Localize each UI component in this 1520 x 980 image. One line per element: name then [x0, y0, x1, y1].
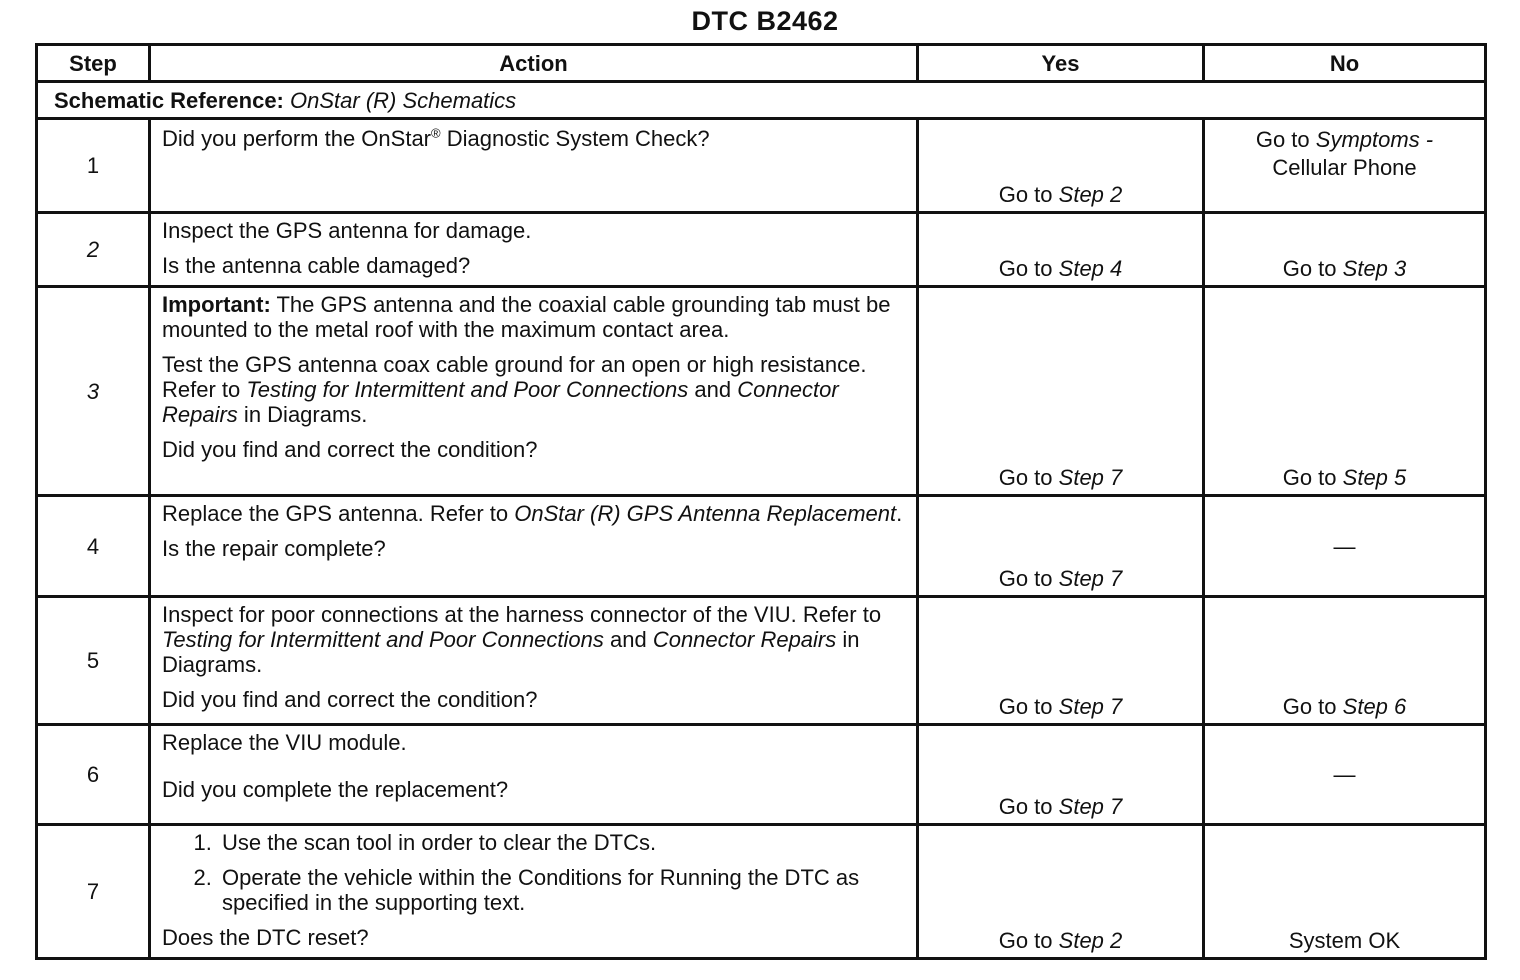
dtc-table — [35, 43, 1487, 960]
step-number: 3 — [37, 287, 150, 496]
step-number: 1 — [37, 119, 150, 213]
yes-step-link[interactable]: Step 7 — [1058, 694, 1123, 719]
header-step: Step — [37, 45, 150, 82]
yes-step-link[interactable]: Step 7 — [1058, 465, 1123, 490]
step-action: Did you perform the OnStar® Diagnostic System Check? — [150, 119, 918, 213]
schematic-reference — [37, 82, 1486, 119]
gps-antenna-replacement-link[interactable]: OnStar (R) GPS Antenna Replacement — [514, 501, 897, 526]
no-step-link[interactable]: Symptoms - — [1315, 127, 1434, 152]
schematic-label: Schematic Reference: — [54, 87, 284, 113]
step-number: 6 — [37, 725, 150, 825]
table-row — [37, 496, 1486, 597]
table-row — [37, 119, 1486, 213]
no-step-link[interactable]: Step 3 — [1342, 256, 1407, 281]
yes-step-link[interactable]: Step 4 — [1058, 256, 1123, 281]
step-action: Replace the GPS antenna. Refer to OnStar (R) GPS Antenna Replacement. Is the repair complete? — [150, 496, 918, 597]
dash: — — [1333, 762, 1356, 787]
yes-result: Go to Step 4 — [918, 213, 1204, 287]
dash: — — [1333, 533, 1356, 559]
no-result: System OK — [1204, 825, 1486, 959]
table-row — [37, 597, 1486, 725]
header-row — [37, 45, 1486, 82]
testing-link[interactable]: Testing for Intermittent and Poor Connections — [162, 627, 604, 652]
connector-repairs-link[interactable]: Connector Repairs — [162, 377, 839, 427]
header-action: Action — [150, 45, 918, 82]
no-result — [1204, 496, 1486, 597]
yes-result: Go to Step 7 — [918, 725, 1204, 825]
no-step-link[interactable]: Step 6 — [1342, 694, 1407, 719]
step-action: Inspect for poor connections at the harness connector of the VIU. Refer to Testing for Intermittent and Poor Connections and Connector Repairs in Diagrams. Did you find and correct the condition? — [150, 597, 918, 725]
yes-result: Go to Step 7 — [918, 597, 1204, 725]
no-result: Go to Symptoms - Cellular Phone — [1204, 119, 1486, 213]
yes-step-link[interactable]: Step 2 — [1058, 182, 1123, 207]
step-number: 2 — [37, 213, 150, 287]
yes-result: Go to Step 7 — [918, 287, 1204, 496]
step-action: 1. Use the scan tool in order to clear the DTCs. 2. Operate the vehicle within the Conditions for Running the DTC as specified in the supporting text. Does the DTC reset? — [150, 825, 918, 959]
no-result: Go to Step 6 — [1204, 597, 1486, 725]
table-row — [37, 287, 1486, 496]
no-result — [1204, 725, 1486, 825]
header-no: No — [1204, 45, 1486, 82]
table-row — [37, 213, 1486, 287]
no-result: Go to Step 5 — [1204, 287, 1486, 496]
document-title: DTC B2462 — [691, 6, 839, 36]
yes-result: Go to Step 7 — [918, 496, 1204, 597]
step-number: 4 — [37, 496, 150, 597]
step-action: Inspect the GPS antenna for damage. Is the antenna cable damaged? — [150, 213, 918, 287]
step-action: Replace the VIU module. Did you complete the replacement? — [150, 725, 918, 825]
step-number: 5 — [37, 597, 150, 725]
list-item: 1. Use the scan tool in order to clear the DTCs. — [218, 830, 906, 855]
no-result: Go to Step 3 — [1204, 213, 1486, 287]
yes-step-link[interactable]: Step 2 — [1058, 928, 1123, 953]
schematic-link[interactable]: OnStar (R) Schematics — [290, 87, 517, 113]
yes-result: Go to Step 2 — [918, 825, 1204, 959]
yes-step-link[interactable]: Step 7 — [1058, 794, 1123, 819]
yes-result: Go to Step 2 — [918, 119, 1204, 213]
list-item: 2. Operate the vehicle within the Conditions for Running the DTC as specified in the supporting text. — [218, 865, 906, 915]
yes-step-link[interactable]: Step 7 — [1058, 566, 1123, 591]
schematic-row — [37, 82, 1486, 119]
table-row — [37, 825, 1486, 959]
testing-link[interactable]: Testing for Intermittent and Poor Connections — [246, 377, 689, 402]
table-row — [37, 725, 1486, 825]
header-yes: Yes — [918, 45, 1204, 82]
connector-repairs-link[interactable]: Connector Repairs — [652, 627, 837, 652]
no-step-link[interactable]: Step 5 — [1342, 465, 1407, 490]
step-action: Important: The GPS antenna and the coaxial cable grounding tab must be mounted to the metal roof with the maximum contact area. Test the GPS antenna coax cable ground for an open or high resistance. Refer to Testing for Intermittent and Poor Connections and Connector Repairs in Diagrams. Did you find and correct the condition? — [150, 287, 918, 496]
step-number: 7 — [37, 825, 150, 959]
